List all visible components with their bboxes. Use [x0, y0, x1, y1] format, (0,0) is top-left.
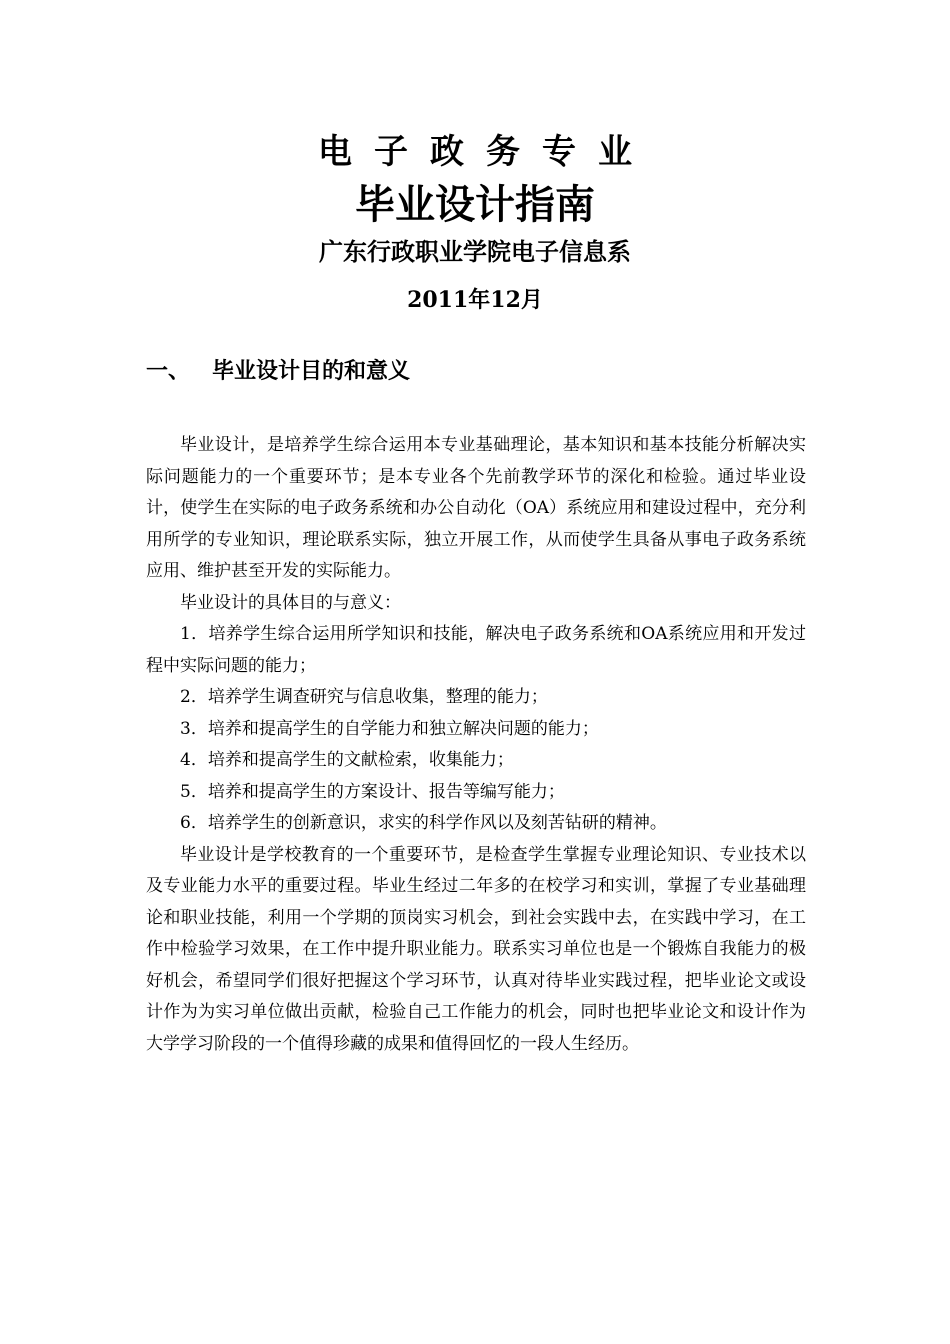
section-body — [146, 430, 806, 1060]
list-item-3: 3．培养和提高学生的自学能力和独立解决问题的能力； — [180, 718, 599, 739]
list-item-1: 1．培养学生综合运用所学知识和技能，解决电子政务系统和OA系统应用和开发过程中实际问题的能力； — [146, 624, 806, 676]
section-title: 毕业设计目的和意义 — [212, 359, 411, 384]
paragraph-purpose-lead: 毕业设计的具体目的与意义： — [180, 592, 401, 613]
list-item-2: 2．培养学生调查研究与信息收集，整理的能力； — [180, 687, 548, 707]
paragraph-conclusion: 毕业设计是学校教育的一个重要环节，是检查学生掌握专业理论知识、专业技术以及专业能力水平的重要过程。毕业生经过二年多的在校学习和实训，掌握了专业基础理论和职业技能，利用一个学期的顶岗实习机会，到社会实践中去，在实践中学习，在工作中检验学习效果，在工作中提升职业能力。联系实习单位也是一个锻炼自我能力的极好机会，希望同学们很好把握这个学习环节，认真对待毕业实践过程，把毕业论文或设计作为为实习单位做出贡献，检验自己工作能力的机会，同时也把毕业论文和设计作为大学学习阶段的一个值得珍藏的成果和值得回忆的一段人生经历。 — [146, 844, 806, 1054]
section-number: 一、 — [146, 359, 191, 384]
list-item-5: 5．培养和提高学生的方案设计、报告等编写能力； — [180, 781, 565, 802]
document-date: 2011年12月 — [407, 287, 543, 313]
organization-title: 广东行政职业学院电子信息系 — [319, 238, 631, 266]
paragraph-intro: 毕业设计，是培养学生综合运用本专业基础理论，基本知识和基本技能分析解决实际问题能力的一个重要环节；是本专业各个先前教学环节的深化和检验。通过毕业设计，使学生在实际的电子政务系统和办公自动化（OA）系统应用和建设过程中，充分利用所学的专业知识，理论联系实际，独立开展工作，从而使学生具备从事电子政务系统应用、维护甚至开发的实际能力。 — [146, 435, 806, 581]
major-title: 电子政务专业 — [318, 132, 654, 172]
section-heading — [146, 356, 806, 388]
main-title: 毕业设计指南 — [355, 182, 595, 228]
list-item-4: 4．培养和提高学生的文献检索，收集能力； — [180, 750, 514, 770]
list-item-6: 6．培养学生的创新意识，求实的科学作风以及刻苦钻研的精神。 — [180, 813, 667, 833]
